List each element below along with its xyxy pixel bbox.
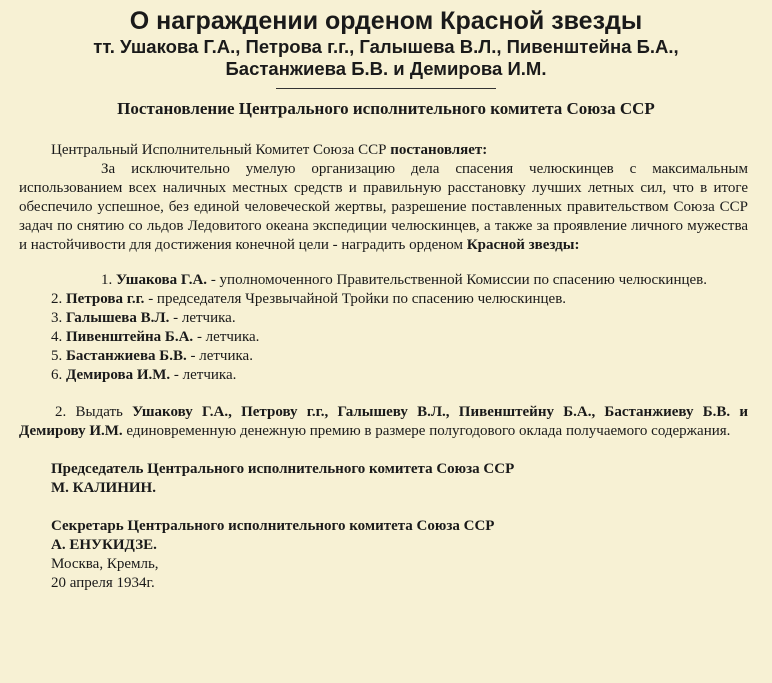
awardee-item	[19, 271, 748, 290]
awardee-number: 3.	[51, 310, 66, 326]
secretary-signature	[19, 517, 748, 593]
bonus-text: единовременную денежную премию в размере полугодового оклада получаемого содержания.	[122, 423, 731, 439]
order-name: Красной звезды:	[466, 237, 580, 253]
awardee-item	[19, 347, 748, 366]
awardee-item	[19, 366, 748, 385]
awardee-role: - председателя Чрезвычайной Тройки по спасению челюскинцев.	[144, 291, 567, 307]
chair-name: М. КАЛИНИН.	[51, 480, 156, 496]
awardee-role: - летчика.	[170, 367, 237, 383]
page-title: О награждении орденом Красной звезды	[129, 7, 643, 35]
awardee-role: - летчика.	[169, 310, 236, 326]
awardee-number: 1.	[101, 272, 116, 288]
bonus-paragraph	[19, 403, 748, 441]
awardee-name: Демирова И.М.	[66, 367, 171, 383]
awardee-item	[19, 290, 748, 309]
signing-date: 20 апреля 1934г.	[51, 575, 155, 591]
intro-keyword: постановляет:	[390, 142, 488, 158]
chair-title: Председатель Центрального исполнительного комитета Союза ССР	[51, 461, 515, 477]
decree-heading: Постановление Центрального исполнительного комитета Союза ССР	[117, 99, 655, 118]
decree-paragraph	[19, 160, 748, 255]
bonus-intro: 2. Выдать	[55, 404, 133, 420]
awardee-number: 6.	[51, 367, 66, 383]
secretary-name: А. ЕНУКИДЗЕ.	[51, 537, 157, 553]
awardee-name: Ушакова Г.А.	[116, 272, 208, 288]
awardee-name: Галышева В.Л.	[66, 310, 170, 326]
secretary-title: Секретарь Центрального исполнительного комитета Союза ССР	[51, 518, 495, 534]
awardee-role: - летчика.	[193, 329, 260, 345]
awardee-name: Бастанжиева Б.В.	[66, 348, 187, 364]
title-divider	[276, 88, 496, 89]
page-subtitle-line-2: Бастанжиева Б.В. и Демирова И.М.	[225, 58, 547, 79]
page-subtitle-line-1: тт. Ушакова Г.А., Петрова г.г., Галышева В.Л., Пивенштейна Б.А.,	[93, 36, 679, 57]
awardee-name: Пивенштейна Б.А.	[66, 329, 194, 345]
awardee-role: - летчика.	[186, 348, 253, 364]
bonus-recipients: Ушакову Г.А., Петрову г.г., Галышеву В.Л., Пивенштейну Б.А., Бастанжиеву Б.В. и Демирову И.М.	[19, 404, 748, 439]
paragraph-text: За исключительно умелую организацию дела спасения челюскинцев с максимальным использованием всех наличных местных средств и правильную расстановку лучших летных сил, что в итоге обеспечило успешное, без единой человеческой жертвы, разрешение поставленных правительством Союза ССР задач по снятию со льдов Ледовитого океана экспедиции челюскинцев, а также за проявление личного мужества и настойчивости для достижения конечной цели - наградить орденом	[19, 161, 748, 253]
awardee-number: 4.	[51, 329, 66, 345]
intro-text: Центральный Исполнительный Комитет Союза ССР	[51, 142, 391, 158]
awardee-item	[19, 309, 748, 328]
awardee-item	[19, 328, 748, 347]
decree-body	[0, 141, 772, 593]
awardee-number: 2.	[51, 291, 66, 307]
awardee-number: 5.	[51, 348, 66, 364]
awardee-list	[19, 271, 748, 385]
awardee-name: Петрова г.г.	[66, 291, 145, 307]
decree-intro	[19, 141, 748, 160]
awardee-role: - уполномоченного Правительственной Комиссии по спасению челюскинцев.	[207, 272, 707, 288]
signing-place: Москва, Кремль,	[51, 556, 159, 572]
chair-signature	[19, 460, 748, 498]
